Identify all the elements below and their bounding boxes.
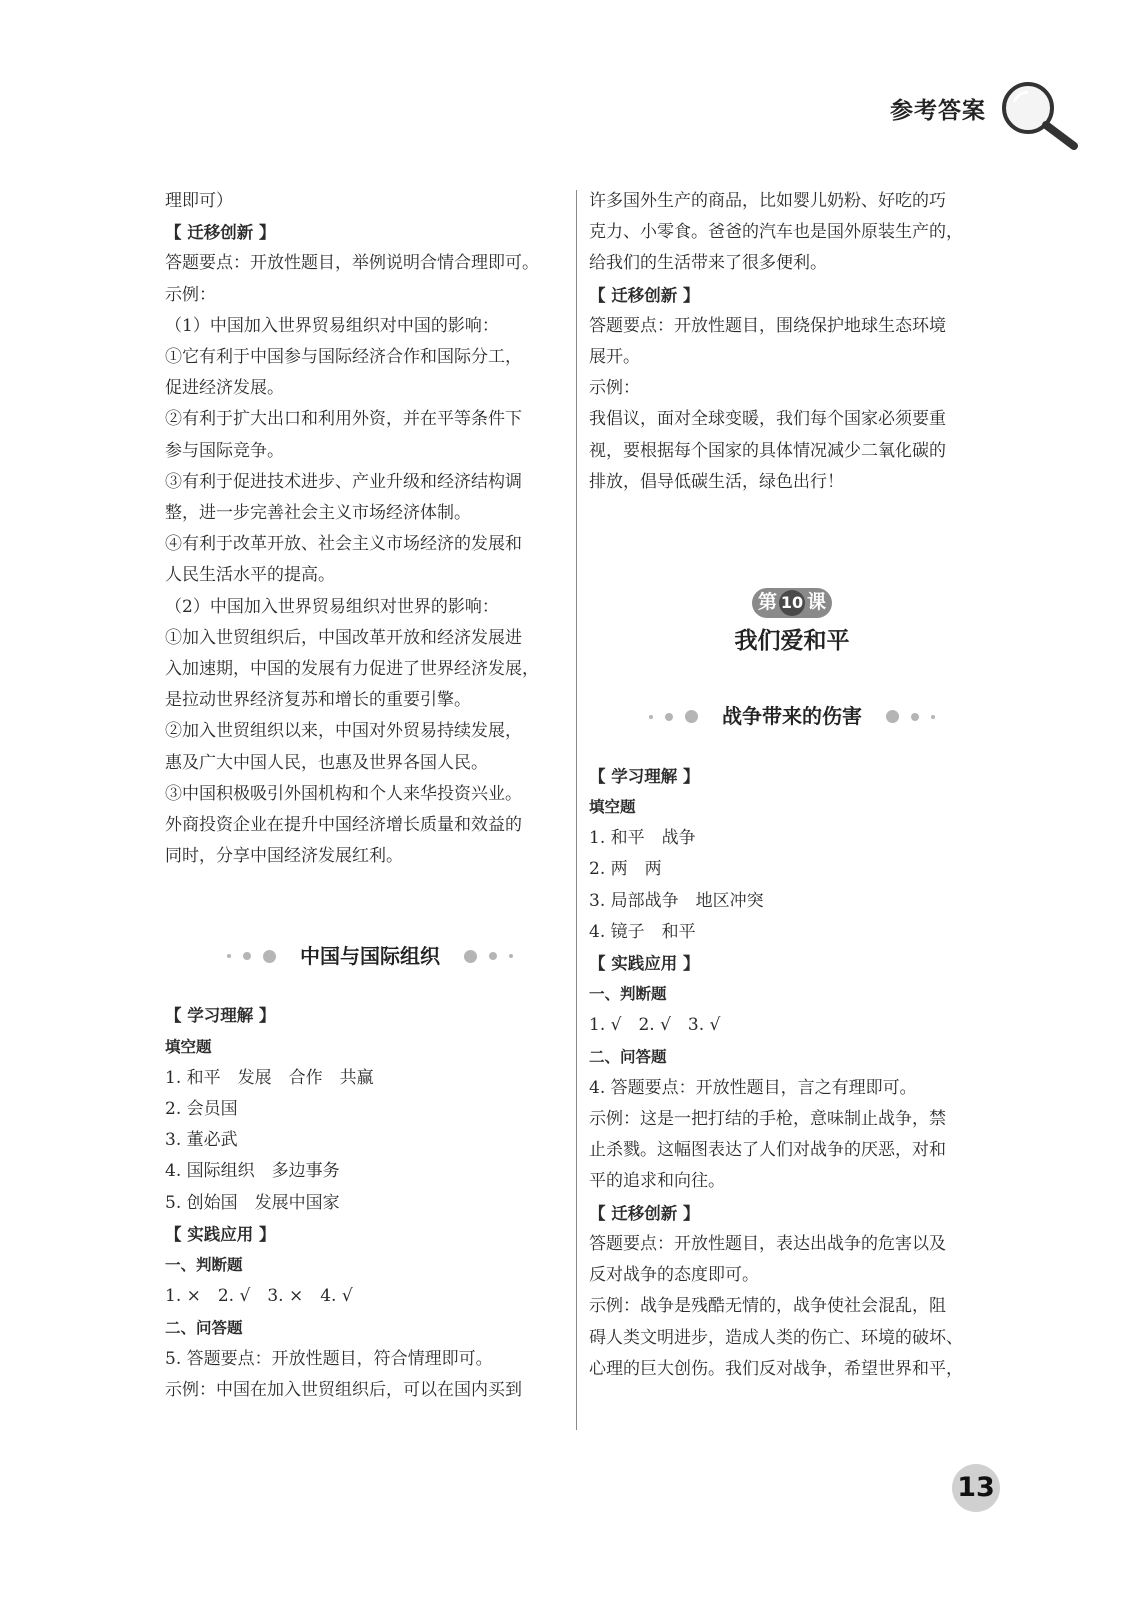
tag-shijian-yingyong: 【 实践应用 】 xyxy=(165,1224,276,1244)
right-qianyi-answers xyxy=(589,311,995,498)
subheading-tiankong: 填空题 xyxy=(165,1037,212,1056)
text-line: 4. 镜子 和平 xyxy=(589,921,696,942)
decor-dot xyxy=(685,710,698,723)
subheading-wenda: 二、问答题 xyxy=(165,1318,243,1337)
section-heading-text: 战争带来的伤害 xyxy=(722,704,862,729)
lesson-suffix: 课 xyxy=(807,591,827,614)
text-line: 碍人类文明进步，造成人类的伤亡、环境的破坏、 xyxy=(589,1327,963,1348)
text-line: ①它有利于中国参与国际经济合作和国际分工， xyxy=(165,347,522,368)
right-qianyi2-answers xyxy=(589,1229,995,1385)
text-line: 平的追求和向往。 xyxy=(589,1171,725,1192)
text-line: 3. 局部战争 地区冲突 xyxy=(589,890,764,911)
text-line: 同时，分享中国经济发展红利。 xyxy=(165,846,403,867)
right-tiankong-answers xyxy=(589,823,995,948)
text-line: 止杀戮。这幅图表达了人们对战争的厌恶，对和 xyxy=(589,1140,946,1161)
text-line: 我倡议，面对全球变暖，我们每个国家必须要重 xyxy=(589,409,946,430)
text-line: 5. 创始国 发展中国家 xyxy=(165,1192,340,1213)
tag-xuexi-lijie: 【 学习理解 】 xyxy=(165,1006,276,1026)
text-line: 1. 和平 发展 合作 共赢 xyxy=(165,1067,374,1088)
tag-shijian-yingyong: 【 实践应用 】 xyxy=(589,954,700,974)
text-line: 克力、小零食。爸爸的汽车也是国外原装生产的， xyxy=(589,222,963,243)
text-line: ③有利于促进技术进步、产业升级和经济结构调 xyxy=(165,471,522,492)
text-line: 许多国外生产的商品，比如婴儿奶粉、好吃的巧 xyxy=(589,191,946,211)
lesson-badge xyxy=(752,588,832,618)
text-line: 答题要点：开放性题目，围绕保护地球生态环境 xyxy=(589,315,946,336)
text-line: 参与国际竞争。 xyxy=(165,440,284,461)
decor-dot xyxy=(665,713,673,721)
text-line: 入加速期，中国的发展有力促进了世界经济发展， xyxy=(165,659,539,680)
text-line: 排放，倡导低碳生活，绿色出行！ xyxy=(589,471,844,492)
decor-dot xyxy=(489,952,497,960)
tag-qianyi-chuangxin-2: 【 迁移创新 】 xyxy=(589,1203,700,1223)
text-line: 5. 答题要点：开放性题目，符合情理即可。 xyxy=(165,1348,493,1369)
lesson-header xyxy=(589,588,995,657)
text-line: 示例：这是一把打结的手枪，意味制止战争，禁 xyxy=(589,1109,946,1130)
lesson-number: 10 xyxy=(779,590,805,616)
text-line: 示例：战争是残酷无情的，战争使社会混乱，阻 xyxy=(589,1296,946,1317)
text-line: ③中国积极吸引外国机构和个人来华投资兴业。 xyxy=(165,783,522,804)
text-line: 2. 会员国 xyxy=(165,1099,238,1120)
decor-dot xyxy=(649,715,653,719)
text-line: 给我们的生活带来了很多便利。 xyxy=(589,253,827,274)
left-wenda-answers xyxy=(165,1344,575,1406)
subheading-panduan: 一、判断题 xyxy=(165,1256,243,1275)
text-line: 展开。 xyxy=(589,347,640,368)
text-line: ②有利于扩大出口和利用外资，并在平等条件下 xyxy=(165,409,522,430)
text-line: 整，进一步完善社会主义市场经济体制。 xyxy=(165,503,471,524)
text-line: 视，要根据每个国家的具体情况减少二氧化碳的 xyxy=(589,440,946,461)
section-heading-left xyxy=(165,936,575,976)
lesson-title: 我们爱和平 xyxy=(734,627,850,654)
text-line: 心理的巨大创伤。我们反对战争，希望世界和平， xyxy=(589,1358,963,1379)
decor-dot xyxy=(263,950,276,963)
text-line: （1）中国加入世界贸易组织对中国的影响： xyxy=(165,315,499,336)
decor-dot xyxy=(227,954,231,958)
panduan-answers: 1. √ 2. √ 3. √ xyxy=(589,1015,721,1036)
decor-dot xyxy=(931,715,935,719)
text-line: 惠及广大中国人民，也惠及世界各国人民。 xyxy=(165,752,488,773)
tag-qianyi-chuangxin: 【 迁移创新 】 xyxy=(165,223,276,243)
page-number: 13 xyxy=(952,1464,1000,1512)
text-line: 4. 国际组织 多边事务 xyxy=(165,1161,340,1182)
text-line: ①加入世贸组织后，中国改革开放和经济发展进 xyxy=(165,627,522,648)
text-line: 4. 答题要点：开放性题目，言之有理即可。 xyxy=(589,1077,917,1098)
tag-xuexi-lijie: 【 学习理解 】 xyxy=(589,766,700,786)
text-line: 理即可） xyxy=(165,191,233,211)
subheading-tiankong: 填空题 xyxy=(589,798,636,817)
lesson-prefix: 第 xyxy=(757,591,777,614)
text-line: （2）中国加入世界贸易组织对世界的影响： xyxy=(165,596,499,617)
text-line: 1. 和平 战争 xyxy=(589,828,696,849)
subheading-wenda: 二、问答题 xyxy=(589,1047,667,1066)
section-heading-text: 中国与国际组织 xyxy=(300,943,440,968)
text-line: 答题要点：开放性题目，表达出战争的危害以及 xyxy=(589,1233,946,1254)
text-line: 答题要点：开放性题目，举例说明合情合理即可。 xyxy=(165,253,539,274)
text-line: 促进经济发展。 xyxy=(165,378,284,399)
text-line: 示例： xyxy=(165,284,216,305)
text-line: 示例： xyxy=(589,378,640,399)
text-line: 2. 两 两 xyxy=(589,859,662,880)
text-line: 是拉动世界经济复苏和增长的重要引擎。 xyxy=(165,690,471,711)
text-line: 人民生活水平的提高。 xyxy=(165,565,335,586)
right-intro xyxy=(589,186,995,280)
right-wenda-answers xyxy=(589,1073,995,1198)
decor-dot xyxy=(464,950,477,963)
magnifier-icon xyxy=(998,80,1080,152)
text-line: 外商投资企业在提升中国经济增长质量和效益的 xyxy=(165,815,522,836)
left-qianyi-answers xyxy=(165,248,575,872)
decor-dot xyxy=(509,954,513,958)
section-heading-right xyxy=(589,697,995,737)
left-column xyxy=(165,186,575,1406)
left-tiankong-answers xyxy=(165,1063,575,1219)
subheading-panduan: 一、判断题 xyxy=(589,985,667,1004)
decor-dot xyxy=(243,952,251,960)
decor-dot xyxy=(886,710,899,723)
tag-qianyi-chuangxin: 【 迁移创新 】 xyxy=(589,285,700,305)
text-line: ②加入世贸组织以来，中国对外贸易持续发展， xyxy=(165,721,522,742)
decor-dot xyxy=(911,713,919,721)
left-intro xyxy=(165,186,575,217)
panduan-answers: 1. × 2. √ 3. × 4. √ xyxy=(165,1286,353,1307)
text-line: 示例：中国在加入世贸组织后，可以在国内买到 xyxy=(165,1379,522,1400)
text-line: ④有利于改革开放、社会主义市场经济的发展和 xyxy=(165,534,522,555)
column-divider xyxy=(576,190,577,1430)
header-title: 参考答案 xyxy=(890,98,986,124)
right-column xyxy=(589,186,995,1385)
text-line: 3. 董必武 xyxy=(165,1130,238,1151)
text-line: 反对战争的态度即可。 xyxy=(589,1265,759,1286)
